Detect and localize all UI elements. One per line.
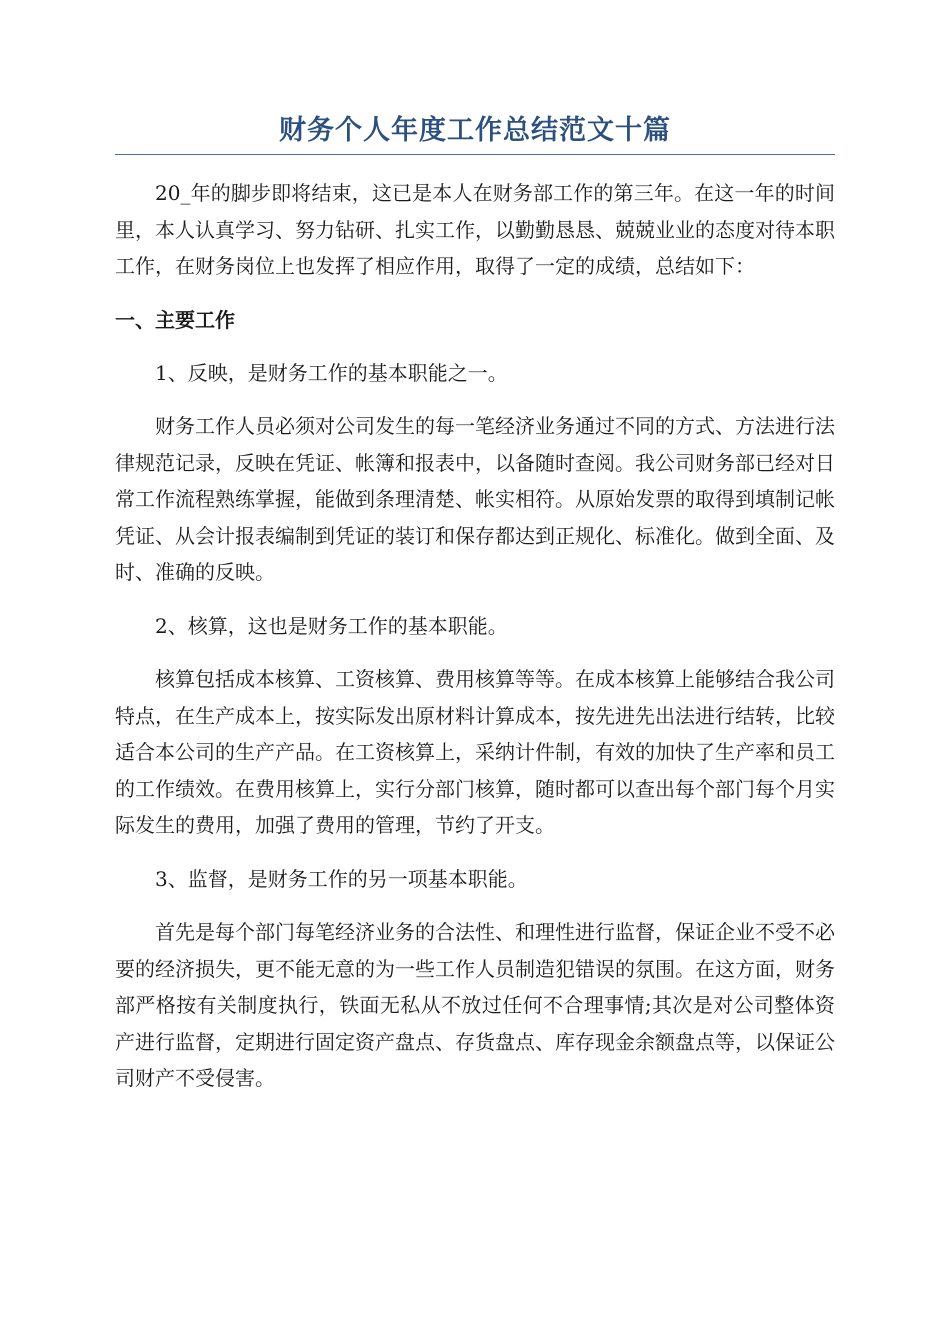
item-2-title: 2、核算，这也是财务工作的基本职能。 xyxy=(155,613,508,638)
document-page xyxy=(115,110,835,1097)
spacer xyxy=(115,155,835,175)
spacer xyxy=(115,338,835,355)
item-2-body: 核算包括成本核算、工资核算、费用核算等等。在成本核算上能够结合我公司特点，在生产成本上，按实际发出原材料计算成本，按先进先出法进行结转，比较适合本公司的生产产品。在工资核算上，采纳计件制，有效的加快了生产率和员工的工作绩效。在费用核算上，实行分部门核算，随时都可以查出每个部门每个月实际发生的费用，加强了费用的管理，节约了开支。 xyxy=(115,667,835,837)
intro-paragraph: 20_年的脚步即将结束，这已是本人在财务部工作的第三年。在这一年的时间里，本人认真学习、努力钻研、扎实工作，以勤勤恳恳、兢兢业业的态度对待本职工作，在财务岗位上也发挥了相应作用，取得了一定的成绩，总结如下： xyxy=(115,181,835,278)
item-3-title: 3、监督，是财务工作的另一项基本职能。 xyxy=(155,866,528,891)
item-1-title: 1、反映，是财务工作的基本职能之一。 xyxy=(155,360,508,385)
spacer xyxy=(115,591,835,608)
spacer xyxy=(115,391,835,408)
spacer xyxy=(115,644,835,661)
spacer xyxy=(115,285,835,302)
section-heading-main-work: 一、主要工作 xyxy=(115,307,235,332)
spacer xyxy=(115,897,835,914)
document-title: 财务个人年度工作总结范文十篇 xyxy=(115,110,835,155)
spacer xyxy=(115,844,835,861)
item-3-body: 首先是每个部门每笔经济业务的合法性、和理性进行监督，保证企业不受不必要的经济损失，更不能无意的为一些工作人员制造犯错误的氛围。在这方面，财务部严格按有关制度执行，铁面无私从不放过任何不合理事情;其次是对公司整体资产进行监督，定期进行固定资产盘点、存货盘点、库存现金余额盘点等，以保证公司财产不受侵害。 xyxy=(115,920,835,1090)
item-1-body: 财务工作人员必须对公司发生的每一笔经济业务通过不同的方式、方法进行法律规范记录，反映在凭证、帐簿和报表中，以备随时查阅。我公司财务部已经对日常工作流程熟练掌握，能做到条理清楚、帐实相符。从原始发票的取得到填制记帐凭证、从会计报表编制到凭证的装订和保存都达到正规化、标准化。做到全面、及时、准确的反映。 xyxy=(115,414,835,584)
